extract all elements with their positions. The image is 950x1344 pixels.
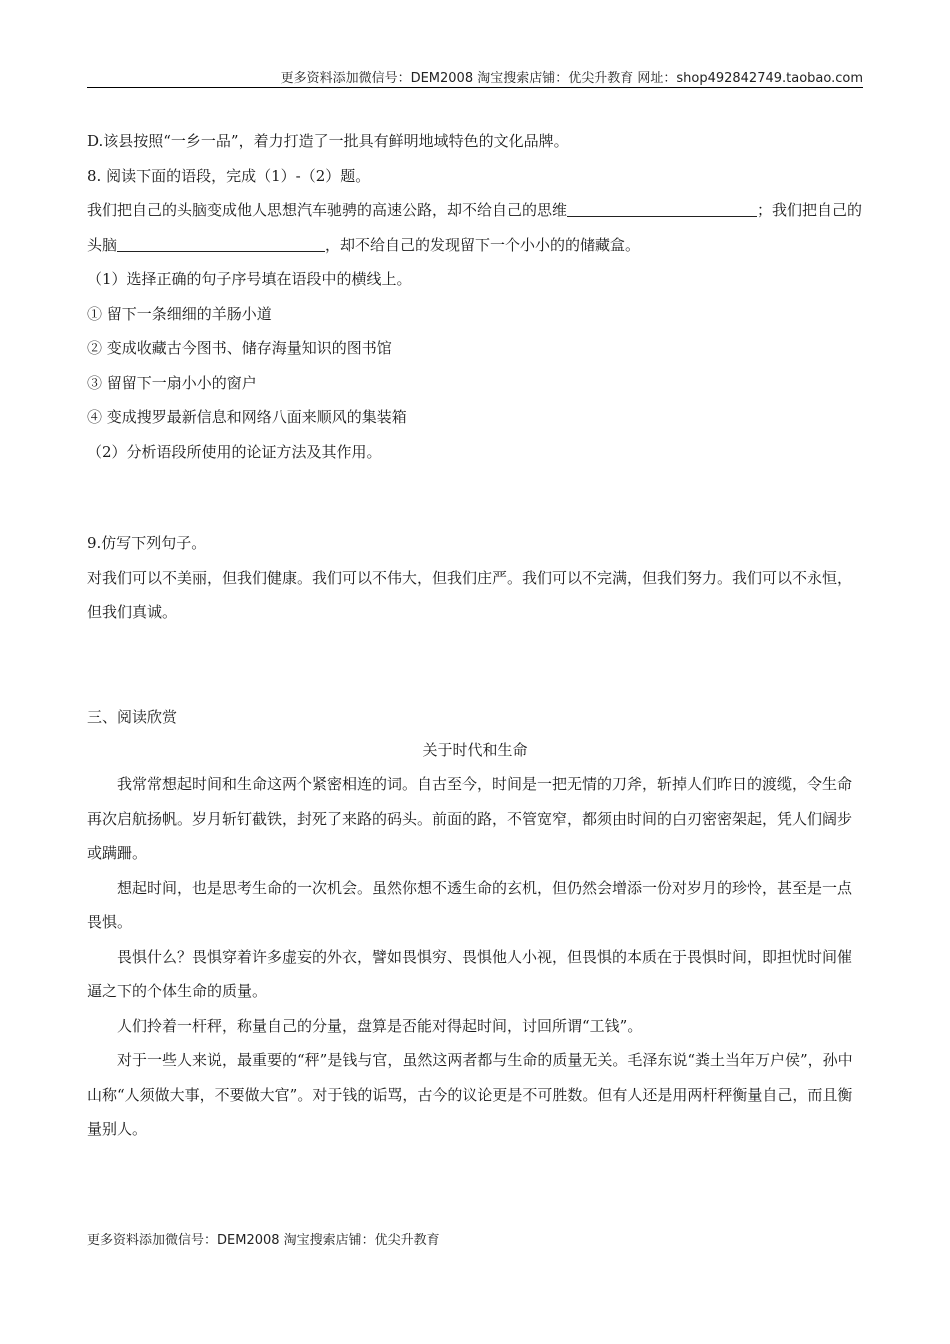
article-paragraph: 人们拎着一杆秤，称量自己的分量，盘算是否能对得起时间，讨回所谓“工钱”。 <box>117 1016 643 1035</box>
header-divider <box>87 87 863 88</box>
question-8-sub-2: （2）分析语段所使用的论证方法及其作用。 <box>87 442 382 461</box>
question-9-text: 对我们可以不美丽，但我们健康。我们可以不伟大，但我们庄严。我们可以不完满，但我们努力。我们可以不永恒，但我们真诚。 <box>87 568 853 621</box>
article-paragraph: 畏惧什么？畏惧穿着许多虚妄的外衣，譬如畏惧穷、畏惧他人小视，但畏惧的本质在于畏惧时间，即担忧时间催逼之下的个体生命的质量。 <box>87 947 853 1000</box>
article-title: 关于时代和生命 <box>422 741 528 759</box>
option-2: ② 变成收藏古今图书、储存海量知识的图书馆 <box>87 339 392 357</box>
option-4: ④ 变成搜罗最新信息和网络八面来顺风的集装箱 <box>87 408 407 426</box>
passage-part-3: ，却不给自己的发现留下一个小小的的储藏盒。 <box>325 235 641 254</box>
article-paragraph: 对于一些人来说，最重要的“秤”是钱与官，虽然这两者都与生命的质量无关。毛泽东说“粪土当年万户侯”，孙中山称“人须做大事，不要做大官”。对于钱的诟骂，古今的议论更是不可胜数。但有人还是用两杆秤衡量自己，而且衡量别人。 <box>87 1051 853 1138</box>
section-3-heading: 三、阅读欣赏 <box>87 707 178 726</box>
question-9-title: 9.仿写下列句子。 <box>87 534 207 552</box>
option-3: ③ 留留下一扇小小的窗户 <box>87 373 257 392</box>
question-8-passage <box>87 193 863 262</box>
option-1: ① 留下一条细细的羊肠小道 <box>87 304 272 323</box>
question-8-sub-1: （1）选择正确的句子序号填在语段中的横线上。 <box>87 270 412 288</box>
document-body <box>87 124 863 1147</box>
answer-blank-2 <box>117 233 325 252</box>
article-paragraph: 想起时间，也是思考生命的一次机会。虽然你想不透生命的玄机，但仍然会增添一份对岁月的珍怜，甚至是一点畏惧。 <box>87 878 853 931</box>
answer-blank-1 <box>567 198 757 217</box>
question-8-title: 8. 阅读下面的语段，完成（1）-（2）题。 <box>87 166 371 185</box>
answer-space <box>87 630 863 700</box>
answer-space <box>87 469 863 526</box>
passage-part-2: ；我们把自己的头脑 <box>87 201 863 254</box>
article-paragraph: 我常常想起时间和生命这两个紧密相连的词。自古至今，时间是一把无情的刀斧，斩掉人们昨日的渡缆，令生命再次启航扬帆。岁月斩钉截铁，封死了来路的码头。前面的路，不管宽窄，都须由时间的白刃密密架起，凭人们阔步或蹒跚。 <box>87 775 853 862</box>
option-d: D.该县按照“一乡一品”，着力打造了一批具有鲜明地域特色的文化品牌。 <box>87 132 569 150</box>
page-footer: 更多资料添加微信号：DEM2008 淘宝搜索店铺：优尖升教育 <box>87 1233 440 1248</box>
passage-part-1: 我们把自己的头脑变成他人思想汽车驰骋的高速公路，却不给自己的思维 <box>87 201 568 219</box>
page-header: 更多资料添加微信号：DEM2008 淘宝搜索店铺：优尖升教育 网址：shop492842749.taobao.com <box>280 71 863 86</box>
